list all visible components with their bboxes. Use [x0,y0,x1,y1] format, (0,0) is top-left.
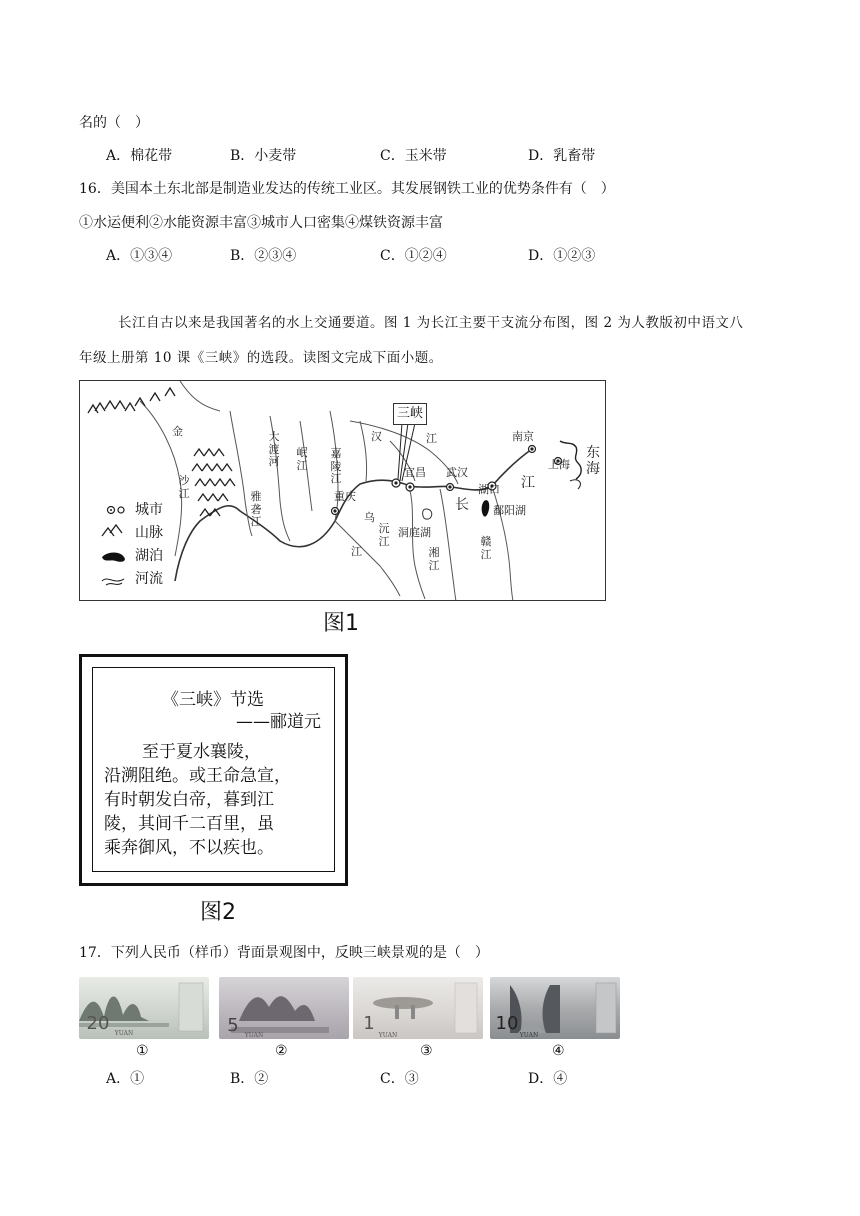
label-jin: 金 [172,425,183,438]
label-wujiang: 江 [351,545,362,558]
label-han: 汉 [371,430,382,443]
intro-line-2: 年级上册第 10 课《三峡》的选段。读图文完成下面小题。 [79,350,443,366]
q16-option-a[interactable]: A．①③④ [106,248,173,264]
label-nanjing: 南京 [512,430,534,443]
figure1-caption: 图1 [323,611,359,636]
banknote-4-unit: YUAN [519,1032,539,1039]
poem-title: 《三峡》节选 [162,690,264,710]
q15-stem-tail: 名的（ ） [79,115,149,131]
label-poyang: 鄱阳湖 [493,504,526,517]
legend-icons [102,507,125,586]
banknote-3-unit: YUAN [378,1032,398,1039]
label-dongting: 洞庭湖 [398,526,431,539]
label-yalong: 雅砻江 [250,490,262,528]
q16-items: ①水运便利②水能资源丰富③城市人口密集④煤铁资源丰富 [79,215,443,231]
q16-option-b[interactable]: B．②③④ [230,248,297,264]
banknote-2-value: 5 [227,1015,239,1036]
banknote-4[interactable] [490,977,620,1039]
banknote-4-label: ④ [552,1043,565,1059]
label-wu: 乌 [364,511,375,524]
poem-line-3: 有时朝发白帝，暮到江 [104,790,274,810]
legend-river: 河流 [135,571,163,587]
label-shanghai: 上海 [548,458,570,471]
label-chang: 长 [455,497,469,513]
banknote-1[interactable] [79,977,209,1039]
q15-option-a[interactable]: A．棉花带 [106,148,173,164]
mountain-range-icon [88,388,235,516]
banknote-4-value: 10 [495,1013,519,1034]
poyang-lake-icon [482,500,490,517]
label-hanjiang: 江 [426,432,437,445]
q17-stem: 17．下列人民币（样币）背面景观图中，反映三峡景观的是（ ） [79,945,489,961]
three-gorges-callout: 三峡 [393,403,427,425]
banknote-3-label: ③ [420,1043,433,1059]
banknote-2[interactable] [219,977,349,1039]
label-chongqing: 重庆 [334,490,356,503]
poem-line-1: 至于夏水襄陵， [108,742,261,762]
yangtze-map [79,380,606,601]
banknote-1-value: 20 [86,1013,110,1034]
q17-option-b[interactable]: B．② [230,1071,269,1087]
q15-option-c[interactable]: C．玉米带 [380,148,447,164]
q16-option-d[interactable]: D．①②③ [528,248,596,264]
banknote-3[interactable] [353,977,483,1039]
poem-line-2: 沿溯阻绝。或王命急宣， [104,766,291,786]
intro-line-1: 长江自古以来是我国著名的水上交通要道。图 1 为长江主要干支流分布图，图 2 为人教版初中语文八 [118,315,744,331]
label-gan: 赣江 [480,535,492,561]
label-yichang: 宜昌 [404,466,426,479]
poem-line-5: 乘奔御风，不以疾也。 [104,838,274,858]
label-xiang: 湘江 [428,546,440,572]
label-shajiang: 沙江 [178,474,190,500]
poem-author: ——郦道元 [236,712,321,732]
label-jiang: 江 [521,475,535,491]
label-dadu: 大渡河 [268,430,280,468]
banknote-2-unit: YUAN [244,1032,264,1039]
q17-option-c[interactable]: C．③ [380,1071,419,1087]
figure2-caption: 图2 [200,900,236,925]
legend-lake: 湖泊 [135,548,163,564]
label-min: 岷江 [296,446,308,472]
banknote-1-label: ① [136,1043,149,1059]
banknote-1-unit: YUAN [114,1030,134,1037]
label-donghai: 东海 [586,445,600,477]
q15-option-d[interactable]: D．乳畜带 [528,148,596,164]
q17-option-a[interactable]: A．① [106,1071,145,1087]
q15-option-b[interactable]: B．小麦带 [230,148,297,164]
banknote-3-value: 1 [363,1013,375,1034]
label-yuan: 沅江 [378,522,390,548]
dongting-lake-icon [423,509,432,519]
legend-mountain: 山脉 [135,525,163,541]
label-jialing: 嘉陵江 [330,447,342,485]
q16-option-c[interactable]: C．①②④ [380,248,447,264]
label-hukou: 湖口 [478,483,500,496]
poem-line-4: 陵，其间千二百里，虽 [104,814,274,834]
label-wuhan: 武汉 [446,466,468,479]
legend-city: 城市 [135,502,163,518]
q17-option-d[interactable]: D．④ [528,1071,568,1087]
banknote-2-label: ② [275,1043,288,1059]
q16-stem: 16．美国本土东北部是制造业发达的传统工业区。其发展钢铁工业的优势条件有（ ） [79,181,615,197]
